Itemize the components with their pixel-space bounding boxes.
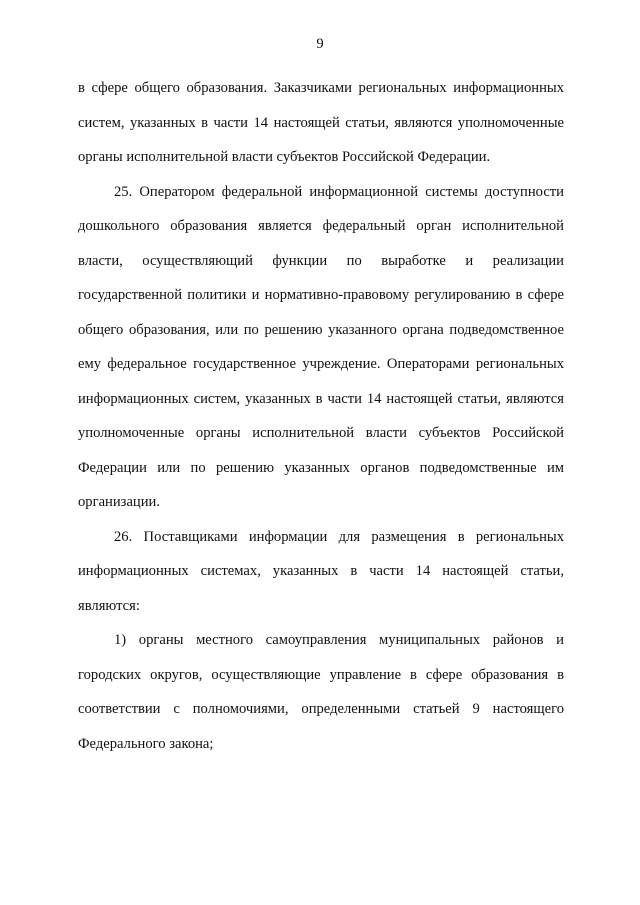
paragraph-25: 25. Оператором федеральной информационной системы доступности дошкольного образования является федеральный орган исполнительной власти, осуществляющий функции по выработке и реализации государственной политики и нормативно-правовому регулированию в сфере общего образования, или по решению указанного органа подведомственное ему федеральное государственное учреждение. Операторами региональных информационных систем, указанных в части 14 настоящей статьи, являются уполномоченные органы исполнительной власти субъектов Российской Федерации или по решению указанных органов подведомственные им организации.: [78, 183, 564, 510]
document-body: [78, 71, 564, 761]
paragraph-26-item-1: 1) органы местного самоуправления муниципальных районов и городских округов, осуществляющие управление в сфере образования в соответствии с полномочиями, определенными статьей 9 настоящего Федерального закона;: [78, 632, 564, 752]
page-number: 9: [316, 36, 324, 52]
paragraph-24-continuation: в сфере общего образования. Заказчиками региональных информационных систем, указанных в части 14 настоящей статьи, являются уполномоченные органы исполнительной власти субъектов Российской Федерации.: [78, 80, 564, 165]
paragraph-26: 26. Поставщиками информации для размещения в региональных информационных системах, указанных в части 14 настоящей статьи, являются:: [78, 528, 564, 614]
